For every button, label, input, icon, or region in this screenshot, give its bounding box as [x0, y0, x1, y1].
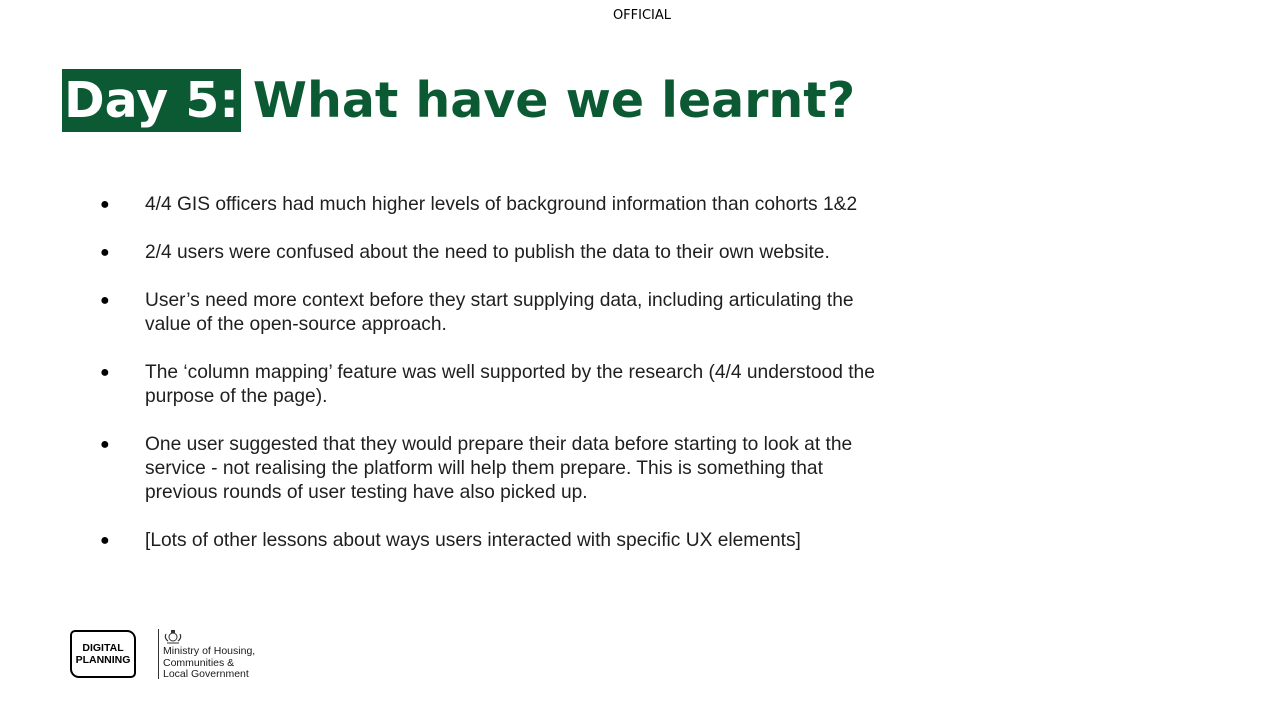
title-highlight: Day 5: — [62, 69, 241, 132]
footer-logos — [66, 628, 255, 681]
ministry-logo — [163, 628, 255, 681]
bullet-text: 4/4 GIS officers had much higher levels of background information than cohorts 1&2 — [145, 194, 858, 215]
bullet-icon: ● — [100, 532, 110, 549]
list-item — [100, 241, 880, 265]
bullet-text: User’s need more context before they start supplying data, including articulating the value of the open-source approach. — [145, 290, 854, 335]
ministry-line-2: Communities & — [163, 656, 235, 669]
bullet-icon: ● — [100, 436, 110, 453]
ministry-line-1: Ministry of Housing, — [163, 645, 256, 657]
royal-crest-icon — [163, 628, 183, 644]
list-item — [100, 529, 880, 553]
list-item — [100, 289, 880, 337]
bullet-icon: ● — [100, 364, 110, 381]
list-item — [100, 193, 880, 217]
bullet-text: 2/4 users were confused about the need to publish the data to their own website. — [145, 242, 830, 263]
list-item — [100, 361, 880, 409]
classification-label: OFFICIAL — [612, 8, 672, 23]
logo-divider — [158, 629, 159, 679]
digital-planning-logo — [70, 630, 136, 678]
slide-title — [62, 69, 855, 132]
bullet-icon: ● — [100, 244, 110, 261]
bullet-text: One user suggested that they would prepare their data before starting to look at the service - not realising the platform will help them prepare. This is something that previous rounds of user testing have also picked up. — [145, 434, 853, 503]
bullet-icon: ● — [100, 292, 110, 309]
ministry-line-3: Local Government — [163, 668, 249, 680]
title-text: What have we learnt? — [252, 72, 856, 129]
bullet-text: The ‘column mapping’ feature was well supported by the research (4/4 understood the purpose of the page). — [145, 362, 875, 407]
logo-line-2: PLANNING — [75, 654, 131, 667]
list-item — [100, 433, 880, 505]
logo-line-1: DIGITAL — [82, 642, 124, 655]
bullet-text: [Lots of other lessons about ways users interacted with specific UX elements] — [145, 530, 801, 551]
bullet-icon: ● — [100, 196, 110, 213]
bullet-list — [100, 193, 880, 577]
